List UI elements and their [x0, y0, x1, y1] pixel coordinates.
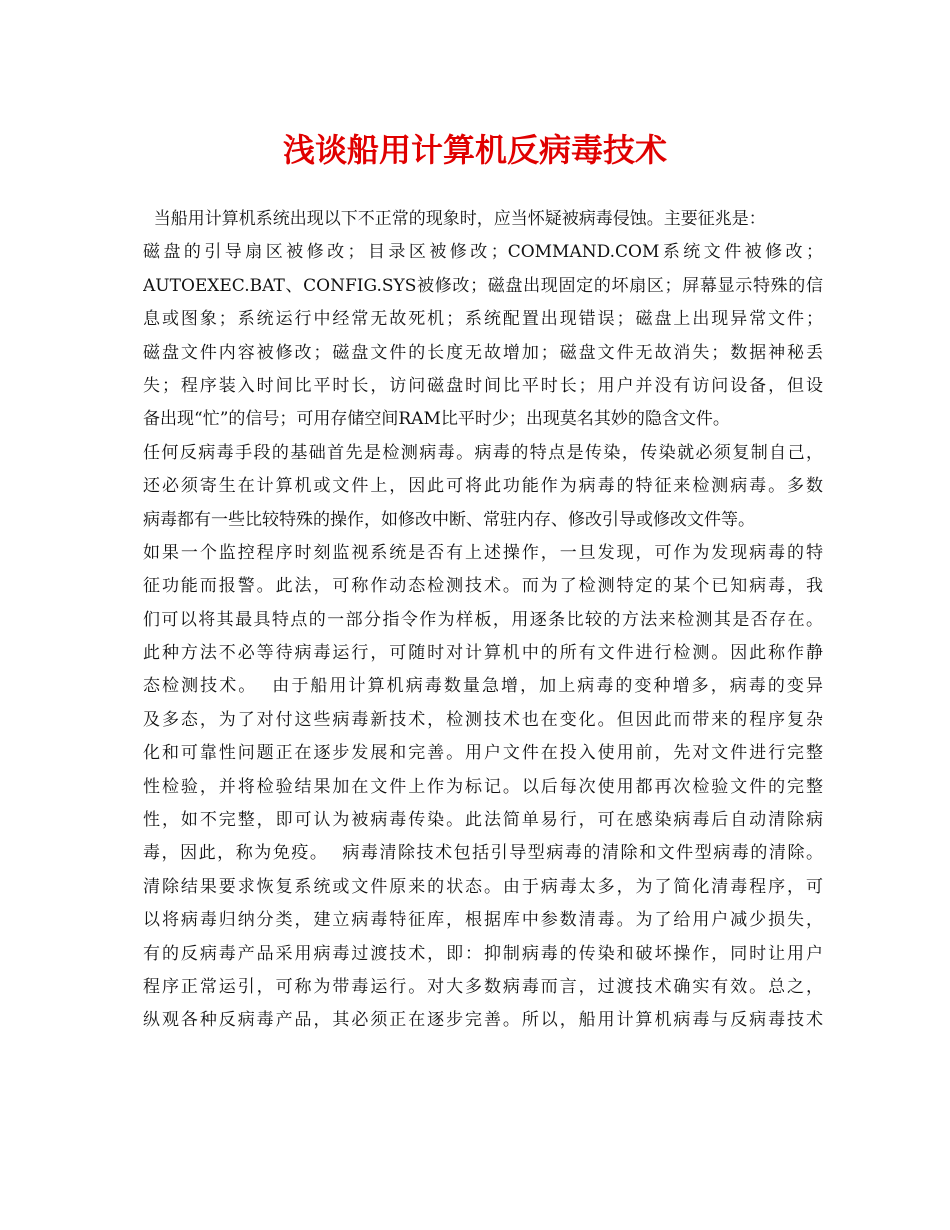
document-title: 浅谈船用计算机反病毒技术	[282, 131, 667, 169]
body-line: 此种方法不必等待病毒运行，可随时对计算机中的所有文件进行检测。因此称作静	[143, 643, 823, 664]
body-line: 病毒都有一些比较特殊的操作，如修改中断、常驻内存、修改引导或修改文件等。	[143, 509, 755, 530]
body-line: 磁盘文件内容被修改；磁盘文件的长度无故增加；磁盘文件无故消失；数据神秘丢	[143, 342, 823, 363]
body-line: 程序正常运引，可称为带毒运行。对大多数病毒而言，过渡技术确实有效。总之，	[143, 976, 823, 997]
body-line: 有的反病毒产品采用病毒过渡技术，即：抑制病毒的传染和破坏操作，同时让用户	[143, 943, 823, 964]
body-line: 征功能而报警。此法，可称作动态检测技术。而为了检测特定的某个已知病毒，我	[143, 576, 823, 597]
body-line: 清除结果要求恢复系统或文件原来的状态。由于病毒太多，为了简化清毒程序，可	[143, 876, 823, 897]
body-line: 化和可靠性问题正在逐步发展和完善。用户文件在投入使用前，先对文件进行完整	[143, 743, 823, 764]
body-line: 息或图象；系统运行中经常无故死机；系统配置出现错误；磁盘上出现异常文件；	[143, 309, 823, 330]
body-line: 失；程序装入时间比平时长，访问磁盘时间比平时长；用户并没有访问设备，但设	[143, 375, 823, 396]
body-line: 及多态，为了对付这些病毒新技术，检测技术也在变化。但因此而带来的程序复杂	[143, 709, 823, 730]
body-line: 备出现“忙”的信号；可用存储空间RAM比平时少；出现莫名其妙的隐含文件。	[143, 409, 730, 430]
body-line: 当船用计算机系统出现以下不正常的现象时，应当怀疑被病毒侵蚀。主要征兆是：	[143, 209, 766, 229]
body-line: 以将病毒归纳分类，建立病毒特征库，根据库中参数清毒。为了给用户减少损失，	[143, 910, 823, 931]
body-line: 磁盘的引导扇区被修改；目录区被修改；COMMAND.COM系统文件被修改；	[143, 242, 823, 263]
body-line: 如果一个监控程序时刻监视系统是否有上述操作，一旦发现，可作为发现病毒的特	[143, 542, 823, 563]
body-line: 纵观各种反病毒产品，其必须正在逐步完善。所以，船用计算机病毒与反病毒技术	[143, 1010, 823, 1031]
body-line: 毒，因此，称为免疫。 病毒清除技术包括引导型病毒的清除和文件型病毒的清除。	[143, 843, 823, 864]
body-line: 还必须寄生在计算机或文件上，因此可将此功能作为病毒的特征来检测病毒。多数	[143, 476, 823, 497]
body-line: 态检测技术。 由于船用计算机病毒数量急增，加上病毒的变种增多，病毒的变异	[143, 676, 823, 697]
body-line: 性，如不完整，即可认为被病毒传染。此法简单易行，可在感染病毒后自动清除病	[143, 810, 823, 831]
body-line: 性检验，并将检验结果加在文件上作为标记。以后每次使用都再次检验文件的完整	[143, 776, 823, 797]
body-line: AUTOEXEC.BAT、CONFIG.SYS被修改；磁盘出现固定的坏扇区；屏幕显示特殊的信	[143, 275, 823, 296]
body-line: 们可以将其最具特点的一部分指令作为样板，用逐条比较的方法来检测其是否存在。	[143, 609, 823, 630]
body-line: 任何反病毒手段的基础首先是检测病毒。病毒的特点是传染，传染就必须复制自己，	[143, 442, 823, 463]
document-body	[143, 203, 823, 1038]
